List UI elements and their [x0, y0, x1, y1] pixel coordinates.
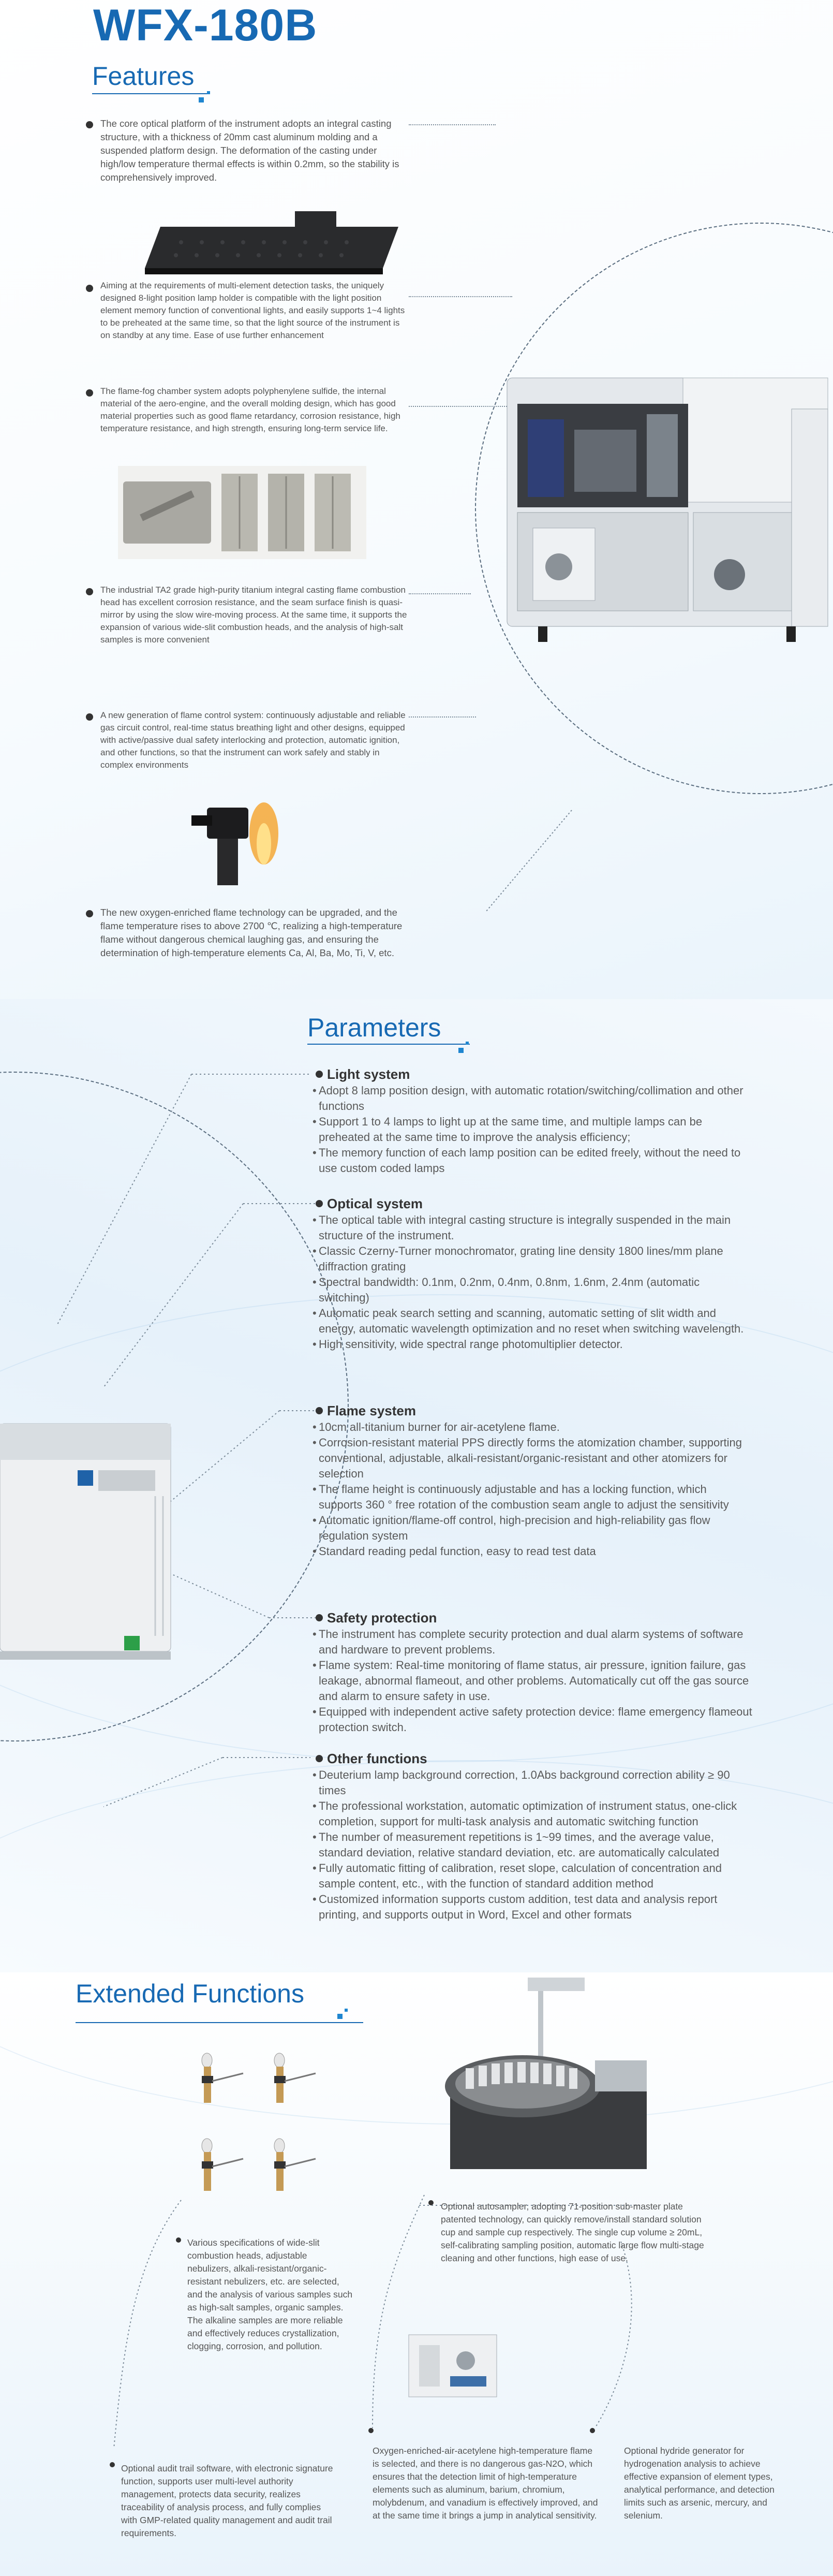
- parameter-item: • Classic Czerny-Turner monochromator, grating line density 1800 lines/mm plane diffraction grating: [313, 1243, 753, 1275]
- feature-leader-line: [409, 296, 512, 297]
- parameter-item: • The number of measurement repetitions is 1~99 times, and the average value, standard deviation, relative standard deviation, etc. are automatically calculated: [313, 1829, 753, 1861]
- nebulizers-text: Various specifications of wide-slit combustion heads, adjustable nebulizers, alkali-resistant/organic-resistant nebulizers, etc. are selected, and the analysis of various samples such as high-salt samples, organic samples. The alkaline samples are more reliable and effectively reduces crystallization, clogging, corrosion, and pollution.: [187, 2237, 353, 2351]
- parameter-list: [313, 1627, 753, 1735]
- parameters-title: Parameters: [307, 1013, 441, 1042]
- features-accent-square: [199, 97, 204, 103]
- feature-leader-line: [409, 124, 496, 125]
- extended-bullet: [428, 2200, 434, 2205]
- features-accent-square: [207, 91, 210, 94]
- feature-leader-line: [409, 716, 476, 718]
- parameter-bullet: [316, 1755, 323, 1762]
- extended-accent-square: [337, 2014, 343, 2019]
- feature-text: A new generation of flame control system: continuously adjustable and reliable gas circuit control, real-time status breathing light and other designs, equipped with active/passive dual safety interlocking and protection, automatic ignition, and other functions, so that the instrument can work safely and stably in complex environments: [100, 710, 406, 770]
- parameter-item: • Support 1 to 4 lamps to light up at the same time, and multiple lamps can be preheated at the same time to improve the analysis efficiency;: [313, 1114, 753, 1145]
- parameter-item: • 10cm all-titanium burner for air-acetylene flame.: [313, 1419, 753, 1435]
- audit-text: Optional audit trail software, with electronic signature function, supports user multi-level authority management, protects data security, realizes traceability of analysis process, and fully complies with GMP-related quality management and audit trail requirements.: [121, 2463, 333, 2538]
- flame-burner-image: [186, 787, 290, 890]
- feature-leader-line: [409, 406, 507, 407]
- extended-bullet: [176, 2237, 181, 2243]
- parameters-underline: [307, 1044, 470, 1045]
- parameter-bullet: [316, 1407, 323, 1414]
- features-underline: [92, 93, 207, 94]
- parameter-bullet: [316, 1200, 323, 1207]
- parameter-item: • Customized information supports custom addition, test data and analysis report printing, and supports output in Word, Excel and other formats: [313, 1892, 753, 1923]
- hydride-generator-image: [404, 2324, 502, 2402]
- parameter-list: [313, 1083, 753, 1176]
- feature-text: The new oxygen-enriched flame technology can be upgraded, and the flame temperature rises to above 2700 ℃, realizing a high-temperature flame without dangerous chemical laughing gas, and ensuring the determination of high-temperature elements Ca, Al, Ba, Mo, Ti, V, etc.: [100, 907, 403, 958]
- feature-bullet: [86, 121, 93, 128]
- parameter-item: • Flame system: Real-time monitoring of flame status, air pressure, ignition failure, gas leakage, abnormal flameout, and other problems. Automatically cut off the gas source and alarm to ensure safety in use.: [313, 1658, 753, 1704]
- parameter-group-title: Other functions: [327, 1751, 427, 1766]
- model-title: WFX-180B: [93, 1, 318, 50]
- parameter-item: • High sensitivity, wide spectral range photomultiplier detector.: [313, 1337, 753, 1352]
- parameters-accent-square: [458, 1048, 464, 1053]
- parameter-item: • Deuterium lamp background correction, 1.0Abs background correction ability ≥ 90 times: [313, 1767, 753, 1798]
- feature-leader-line: [481, 808, 574, 916]
- autosampler-text: Optional autosampler, adopting 71-position sub-master plate patented technology, can quickly remove/install standard solution cup and sample cup respectively. The single cup volume ≥ 20mL, self-calibrating sampling position, automatic large flow multi-stage cleaning and other functions, high ease of use.: [441, 2201, 704, 2263]
- feature-leader-line: [409, 593, 471, 594]
- extended-bullet: [110, 2462, 115, 2467]
- parameter-group-title: Optical system: [327, 1196, 423, 1211]
- parameter-group-title: Flame system: [327, 1403, 416, 1418]
- feature-bullet: [86, 713, 93, 721]
- feature-bullet: [86, 588, 93, 595]
- autosampler-image: [429, 1967, 662, 2185]
- feature-text: The industrial TA2 grade high-purity titanium integral casting flame combustion head has excellent corrosion resistance, and the seam surface finish is quasi-mirror by using the slow wire-moving process. At the same time, it supports the expansion of various wide-slit combustion heads, and the analysis of high-salt samples is more convenient: [100, 585, 407, 645]
- parameter-item: • The memory function of each lamp position can be edited freely, without the need to use custom coded lamps: [313, 1145, 753, 1176]
- parameters-accent-square: [466, 1042, 469, 1045]
- extended-accent-square: [345, 2009, 348, 2012]
- feature-bullet: [86, 389, 93, 397]
- extended-bullet: [368, 2428, 374, 2433]
- material-samples-image: [118, 466, 366, 559]
- parameter-item: • Adopt 8 lamp position design, with automatic rotation/switching/collimation and other functions: [313, 1083, 753, 1114]
- parameter-item: • Standard reading pedal function, easy to read test data: [313, 1544, 753, 1559]
- feature-text: The flame-fog chamber system adopts polyphenylene sulfide, the internal material of the aero-engine, and the overall molding design, which has good material properties such as good flame retardancy, corrosion resistance, high temperature resistance, and high strength, ensuring long-term service life.: [100, 386, 400, 433]
- feature-text: The core optical platform of the instrument adopts an integral casting structure, with a thickness of 20mm cast aluminum molding and a suspended platform design. The deformation of the casting under high/low temperature thermal effects is within 0.2mm, so the stability is comprehensively improved.: [100, 118, 399, 183]
- parameter-group-title: Light system: [327, 1066, 410, 1082]
- parameter-bullet: [316, 1614, 323, 1621]
- optical-platform-image: [140, 206, 409, 279]
- feature-bullet: [86, 910, 93, 917]
- parameter-item: • The professional workstation, automatic optimization of instrument status, one-click completion, support for multi-task analysis and automatic switching function: [313, 1798, 753, 1829]
- parameter-item: • Equipped with independent active safety protection device: flame emergency flameout protection switch.: [313, 1704, 753, 1735]
- parameter-list: [313, 1212, 753, 1352]
- parameter-group-title: Safety protection: [327, 1610, 437, 1626]
- extended-title: Extended Functions: [76, 1979, 304, 2008]
- oxygen-flame-text: Oxygen-enriched-air-acetylene high-temperature flame is selected, and there is no dangerous gas-N2O, which ensures that the detection limit of high-temperature elements such as aluminum, barium, chromium, molybdenum, and vanadium is effectively improved, and at the same time it brings a jump in analytical sensitivity.: [373, 2446, 598, 2521]
- instrument-photo: [497, 357, 833, 657]
- hydride-text: Optional hydride generator for hydrogenation analysis to achieve effective expansion of element types, analytical performance, and detection limits such as arsenic, mercury, and selenium.: [624, 2446, 775, 2521]
- parameter-list: [313, 1419, 753, 1559]
- parameter-item: • Fully automatic fitting of calibration, reset slope, calculation of concentration and sample content, etc., with the function of standard addition method: [313, 1861, 753, 1892]
- parameter-item: • Automatic peak search setting and scanning, automatic setting of slit width and energy, automatic wavelength optimization and no reset when switching wavelength.: [313, 1306, 753, 1337]
- extended-bullet: [590, 2428, 595, 2433]
- extended-underline: [76, 2022, 363, 2023]
- parameter-item: • The instrument has complete security protection and dual alarm systems of software and hardware to prevent problems.: [313, 1627, 753, 1658]
- parameter-leader-lines: [0, 1056, 321, 1812]
- features-title: Features: [92, 62, 195, 91]
- parameter-list: [313, 1767, 753, 1923]
- parameter-item: • Corrosion-resistant material PPS directly forms the atomization chamber, supporting conventional, adjustable, alkali-resistant/organic-resistant and other atomizers for selection: [313, 1435, 753, 1482]
- parameter-bullet: [316, 1071, 323, 1078]
- feature-text: Aiming at the requirements of multi-element detection tasks, the uniquely designed 8-light position lamp holder is compatible with the light position element memory function of conventional lights, and easily supports 1~4 lights to be preheated at the same time, so that the light source of the instrument is on standby at any time. Ease of use further enhancement: [100, 281, 405, 340]
- feature-bullet: [86, 285, 93, 292]
- parameter-item: • Automatic ignition/flame-off control, high-precision and high-reliability gas flow regulation system: [313, 1513, 753, 1544]
- parameter-item: • Spectral bandwidth: 0.1nm, 0.2nm, 0.4nm, 0.8nm, 1.6nm, 2.4nm (automatic switching): [313, 1275, 753, 1306]
- parameter-item: • The flame height is continuously adjustable and has a locking function, which supports 360 ° free rotation of the combustion seam angle to adjust the sensitivity: [313, 1482, 753, 1513]
- parameter-item: • The optical table with integral casting structure is integrally suspended in the main structure of the instrument.: [313, 1212, 753, 1243]
